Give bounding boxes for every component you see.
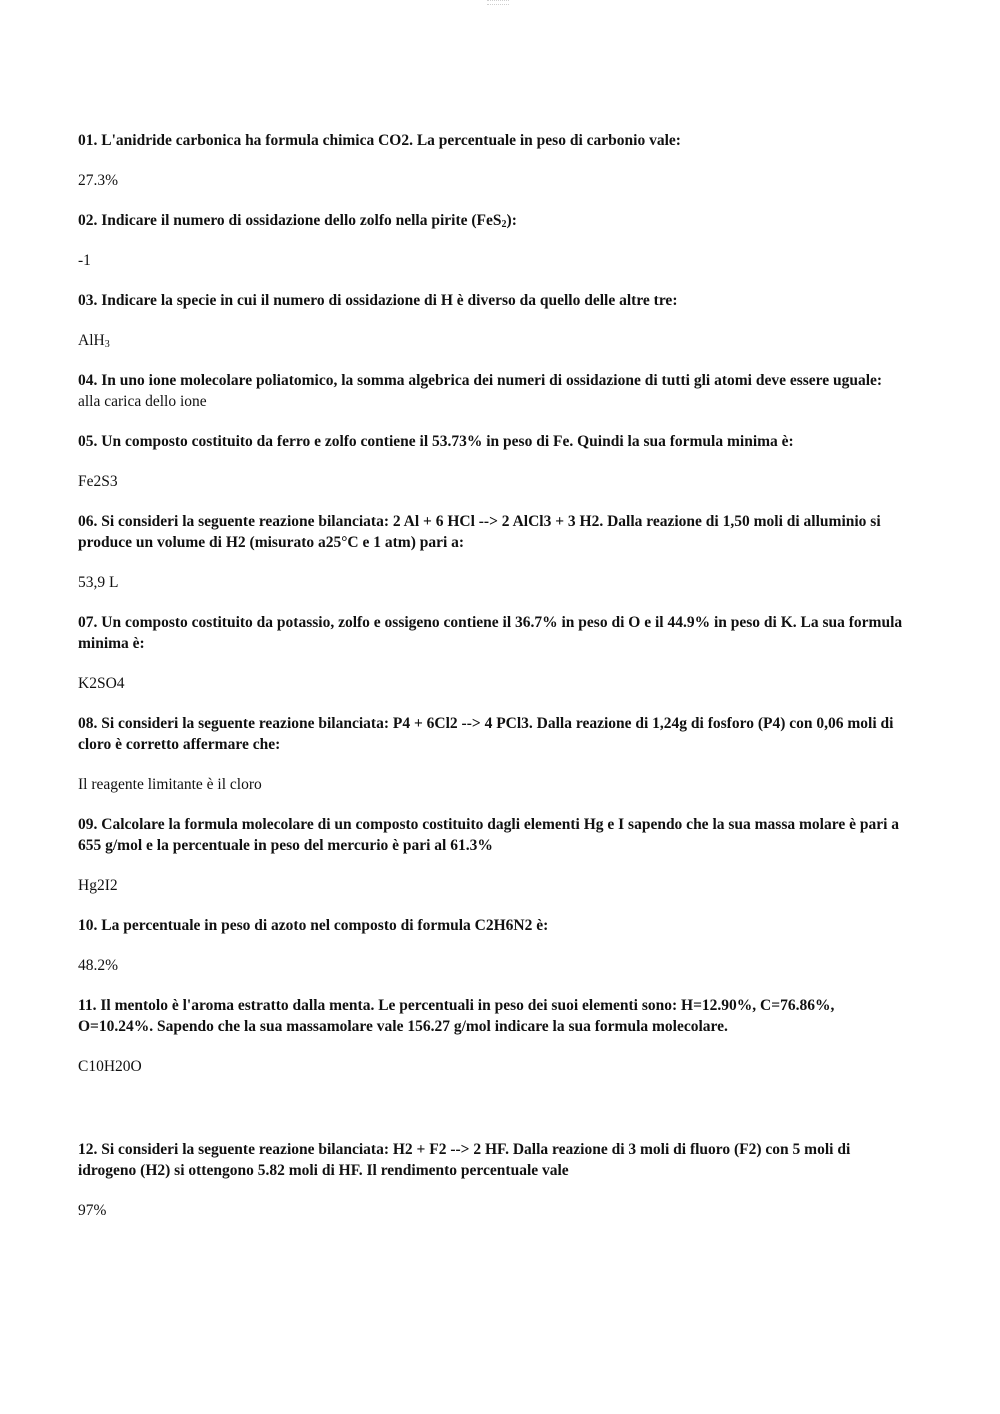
answer-text: C10H20O: [78, 1058, 142, 1075]
question-text: 03. Indicare la specie in cui il numero di ossidazione di H è diverso da quello delle altre tre:: [78, 292, 678, 309]
question-text: 11. Il mentolo è l'aroma estratto dalla menta. Le percentuali in peso dei suoi elementi sono: H=12.90%, C=76.86%, O=10.24%. Sapendo che la sua massamolare vale 156.27 g/mol indicare la sua formula molecolare.: [78, 997, 835, 1035]
answer-text: K2SO4: [78, 675, 125, 692]
question-text: 05. Un composto costituito da ferro e zolfo contiene il 53.73% in peso di Fe. Quindi la sua formula minima è:: [78, 433, 794, 450]
answer-text: Hg2I2: [78, 877, 118, 894]
question-item-01: [78, 130, 908, 191]
question-item-03: [78, 290, 908, 351]
question-text: 04. In uno ione molecolare poliatomico, la somma algebrica dei numeri di ossidazione di tutti gli atomi deve essere uguale:: [78, 372, 883, 389]
question-text: 07. Un composto costituito da potassio, zolfo e ossigeno contiene il 36.7% in peso di O e il 44.9% in peso di K. La sua formula minima è:: [78, 614, 903, 652]
question-text: [78, 210, 908, 231]
answer-text: 53,9 L: [78, 574, 119, 591]
page-header-mark: [487, 0, 509, 5]
question-item-09: [78, 814, 908, 896]
subscript: 2: [501, 219, 507, 230]
answer-text: 48.2%: [78, 957, 119, 974]
answer-text: alla carica dello ione: [78, 393, 207, 410]
answer-text: Il reagente limitante è il cloro: [78, 776, 262, 793]
question-item-10: [78, 915, 908, 976]
question-text-main: 02. Indicare il numero di ossidazione dello zolfo nella pirite (FeS: [78, 212, 502, 229]
question-text: 12. Si consideri la seguente reazione bilanciata: H2 + F2 --> 2 HF. Dalla reazione di 3 moli di fluoro (F2) con 5 moli di idrogeno (H2) si ottengono 5.82 moli di HF. Il rendimento percentuale vale: [78, 1141, 851, 1179]
question-item-08: [78, 713, 908, 795]
answer-text: -1: [78, 252, 91, 269]
subscript: 3: [104, 339, 110, 350]
answer-text: [78, 330, 908, 351]
question-item-04: [78, 370, 908, 412]
question-item-11: [78, 995, 908, 1077]
question-text: 06. Si consideri la seguente reazione bilanciata: 2 Al + 6 HCl --> 2 AlCl3 + 3 H2. Dalla reazione di 1,50 moli di alluminio si produce un volume di H2 (misurato a25°C e 1 atm) pari a:: [78, 513, 881, 551]
question-text: 08. Si consideri la seguente reazione bilanciata: P4 + 6Cl2 --> 4 PCl3. Dalla reazione di 1,24g di fosforo (P4) con 0,06 moli di cloro è corretto affermare che:: [78, 715, 894, 753]
answer-text: Fe2S3: [78, 473, 118, 490]
question-text: 10. La percentuale in peso di azoto nel composto di formula C2H6N2 è:: [78, 917, 549, 934]
question-text-end: ):: [506, 212, 517, 229]
answer-text-main: AlH: [78, 332, 105, 349]
question-item-02: [78, 210, 908, 271]
question-item-05: [78, 431, 908, 492]
question-item-06: [78, 511, 908, 593]
question-text: 09. Calcolare la formula molecolare di un composto costituito dagli elementi Hg e I sapendo che la sua massa molare è pari a 655 g/mol e la percentuale in peso del mercurio è pari al 61.3%: [78, 816, 900, 854]
question-item-07: [78, 612, 908, 694]
question-item-12: [78, 1139, 908, 1221]
answer-text: 97%: [78, 1202, 107, 1219]
question-text: 01. L'anidride carbonica ha formula chimica CO2. La percentuale in peso di carbonio vale:: [78, 132, 681, 149]
question-list: [78, 130, 908, 1221]
answer-text: 27.3%: [78, 172, 119, 189]
